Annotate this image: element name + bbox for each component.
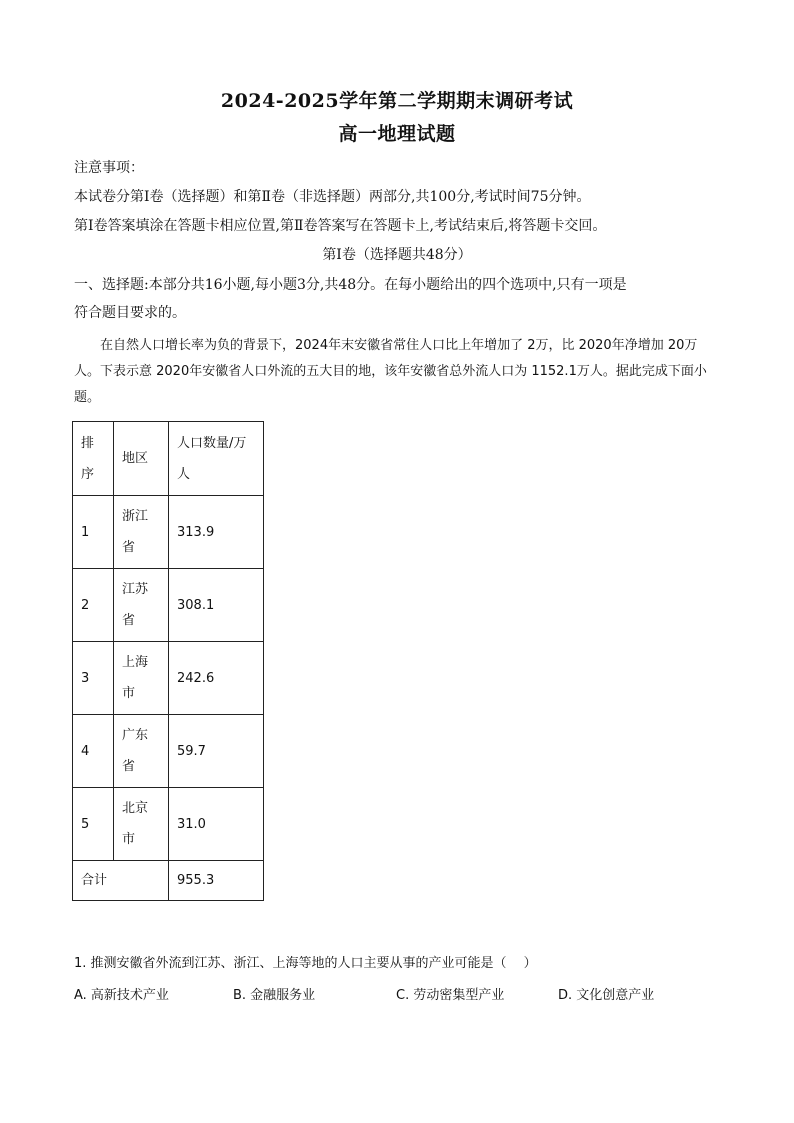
region-cell: 广东省 [114,715,169,788]
total-label: 合计 [73,861,169,901]
header-population: 人口数量/万人 [169,422,264,496]
rank-cell: 5 [73,788,114,861]
section-title: 第Ⅰ卷（选择题共48分） [322,247,472,263]
table-total-row [73,861,264,901]
notice-heading: 注意事项： [74,160,144,176]
population-cell: 31.0 [169,788,264,861]
table-row [73,642,264,715]
rank-cell: 4 [73,715,114,788]
notice-line-2: 第Ⅰ卷答案填涂在答题卡相应位置,第Ⅱ卷答案写在答题卡上,考试结束后,将答题卡交回。 [74,218,607,234]
notice-line-1: 本试卷分第Ⅰ卷（选择题）和第Ⅱ卷（非选择题）两部分,共100分,考试时间75分钟。 [74,189,591,205]
rank-cell: 1 [73,496,114,569]
table-row [73,569,264,642]
table-header-row [73,422,264,496]
total-value: 955.3 [169,861,264,901]
region-cell: 北京市 [114,788,169,861]
population-cell: 242.6 [169,642,264,715]
passage-text: 在自然人口增长率为负的背景下，2024年末安徽省常住人口比上年增加了 2万，比 2020年净增加 20万人。下表示意 2020年安徽省人口外流的五大目的地，该年安徽省总外流人口为 1152.1万人。据此完成下面小题。 [74,338,707,405]
population-cell: 59.7 [169,715,264,788]
header-region: 地区 [114,422,169,496]
header-rank: 排序 [73,422,114,496]
option-d[interactable]: D. 文化创意产业 [558,988,655,1003]
option-b[interactable]: B. 金融服务业 [233,988,316,1003]
population-outflow-table [72,421,264,901]
option-a[interactable]: A. 高新技术产业 [74,988,169,1003]
population-cell: 308.1 [169,569,264,642]
section-instruction-2: 符合题目要求的。 [74,305,186,321]
region-cell: 浙江省 [114,496,169,569]
exam-title: 2024-2025学年第二学期期末调研考试 [220,90,574,112]
exam-subtitle: 高一地理试题 [338,123,456,145]
option-c[interactable]: C. 劳动密集型产业 [396,988,505,1003]
rank-cell: 2 [73,569,114,642]
region-cell: 江苏省 [114,569,169,642]
question-1: 1. 推测安徽省外流到江苏、浙江、上海等地的人口主要从事的产业可能是（ ） [74,956,537,971]
population-cell: 313.9 [169,496,264,569]
table-row [73,496,264,569]
table-row [73,788,264,861]
section-instruction-1: 一、选择题:本部分共16小题,每小题3分,共48分。在每小题给出的四个选项中,只有一项是 [74,277,627,293]
table-row [73,715,264,788]
region-cell: 上海市 [114,642,169,715]
rank-cell: 3 [73,642,114,715]
